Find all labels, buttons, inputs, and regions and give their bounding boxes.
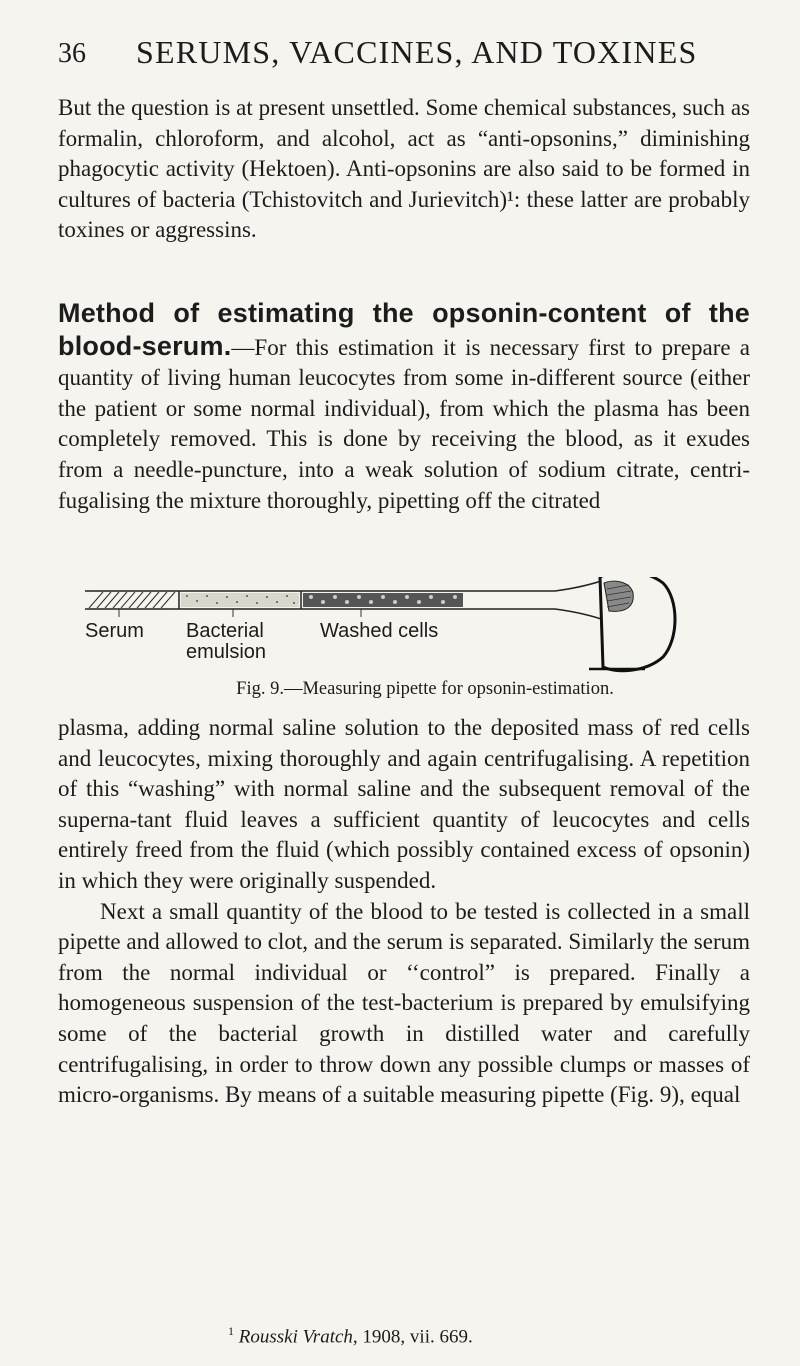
label-washed-cells: Washed cells [320,620,439,642]
rubber-teat [589,577,675,671]
paragraph-method-text: —For this estimation it is necessary first to prepare a quantity of living human leucocytes from some in-different source (either the patient or some normal individual), from which the plasma has been completely removed. This is done by receiving the blood, as it exudes from a needle-puncture, into a weak solution of sodium citrate, centri-fugalising the mixture thoroughly, pipetting off the citrated [58,334,750,513]
running-title: SERUMS, VACCINES, AND TOXINES [136,34,698,70]
bacterial-emulsion-column [181,593,299,607]
paragraph-washing [58,713,750,1111]
label-bacterial: Bacterial [186,620,264,642]
footnote-text: , 1908, vii. 669. [352,1326,473,1348]
footnote-source: Rousski Vratch [238,1326,353,1348]
figure-caption: Fig. 9.—Measuring pipette for opsonin-estimation. [236,679,614,699]
paragraph-anti-opsonins: But the question is at present unsettled. Some chemical substances, such as formalin, chloroform, and alcohol, act as “anti-opsonins,” diminishing phagocytic activity (Hektoen). Anti-opsonins are also said to be formed in cultures of bacteria (Tchistovitch and Jurievitch)¹: these latter are probably toxines or aggressins. [58,95,750,243]
washed-cells-column [303,593,463,607]
serum-column [85,592,177,608]
paragraph-serum-test: Next a small quantity of the blood to be tested is collected in a small pipette and allowed to clot, and the serum is separated. Similarly the serum from the normal individual or ‘‘control” is prepared. Finally a homogeneous suspension of the test-bacterium is prepared by emulsifying some of the bacterial growth in distilled water and carefully centrifugalising, in order to throw down any possible clumps or masses of micro-organisms. By means of a suitable measuring pipette (Fig. 9), equal [58,898,750,1108]
paragraph-method [58,298,750,516]
page-number: 36 [58,38,86,69]
label-emulsion: emulsion [186,641,267,663]
running-head [58,34,740,74]
footnote-marker: 1 [228,1324,234,1338]
figure-measuring-pipette [85,577,765,707]
section-heading: Method of estimating the opsonin-content of the blood-serum. [58,298,750,361]
footnote [228,1324,473,1348]
label-serum: Serum [85,620,144,642]
paragraph-washing-text: plasma, adding normal saline solution to the deposited mass of red cells and leucocytes, mixing thoroughly and again centrifugalising. A repetition of this “washing” with normal saline and the subsequent removal of the superna-tant fluid leaves a sufficient quantity of leucocytes and cells entirely freed from the fluid (which possibly contained excess of opsonin) in which they were originally suspended. [58,715,750,893]
